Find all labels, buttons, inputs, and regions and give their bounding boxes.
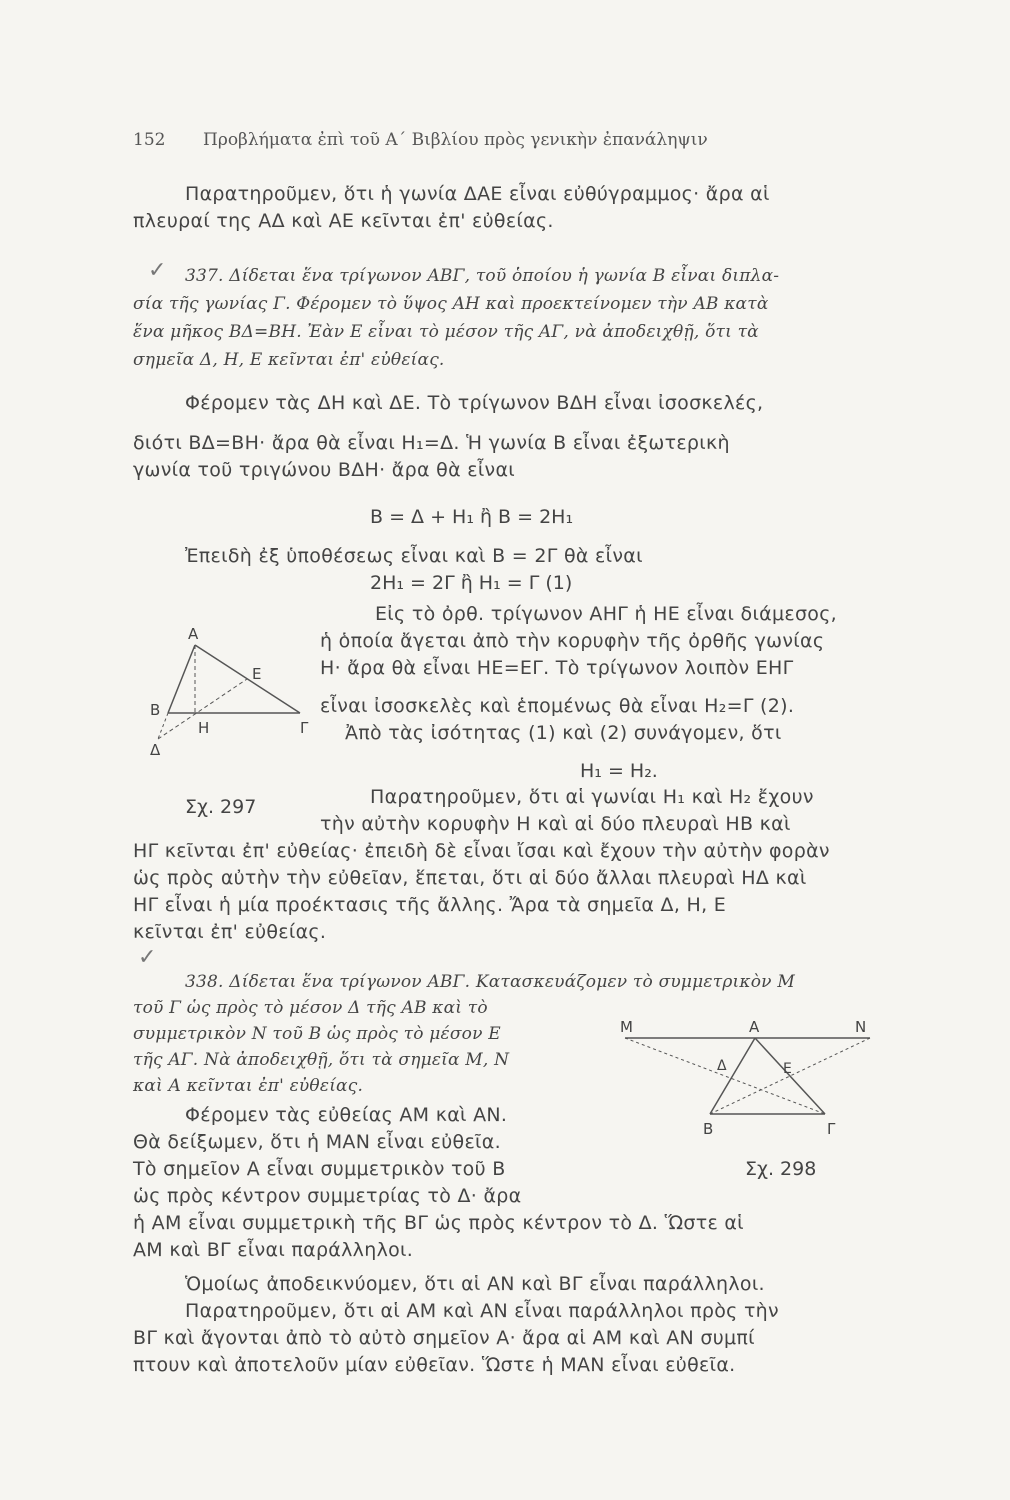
check-mark-icon: ✓: [148, 258, 167, 283]
label-G: Γ: [300, 719, 309, 737]
label-N: Ν: [855, 1018, 867, 1036]
label-D: Δ: [150, 741, 161, 759]
solution-338-line-8: Παρατηροῦμεν, ὅτι αἱ ΑΜ καὶ ΑΝ εἶναι παράλληλοι πρὸς τὴν: [185, 1300, 779, 1322]
label-H: Η: [198, 719, 210, 737]
problem-337-line-3: ἕνα μῆκος ΒΔ=ΒΗ. Ἐὰν Ε εἶναι τὸ μέσον τῆς ΑΓ, νὰ ἀποδειχθῇ, ὅτι τὰ: [133, 322, 759, 342]
side-ag: [195, 645, 300, 713]
after-eq3-line-5: ΗΓ εἶναι ἡ μία προέκτασις τῆς ἄλλης. Ἄρα τὰ σημεῖα Δ, Η, Ε: [133, 894, 727, 916]
equation-3: Η₁ = Η₂.: [580, 760, 658, 782]
side-text-line-4: εἶναι ἰσοσκελὲς καὶ ἑπομένως θὰ εἶναι Η₂=Γ (2).: [320, 695, 795, 717]
side-text-line-3: Η· ἄρα θὰ εἶναι ΗΕ=ΕΓ. Τὸ τρίγωνον λοιπὸν ΕΗΓ: [320, 657, 794, 679]
after-eq3-line-1: Παρατηροῦμεν, ὅτι αἱ γωνίαι Η₁ καὶ Η₂ ἔχουν: [370, 786, 814, 808]
solution-338-line-10: πτουν καὶ ἀποτελοῦν μίαν εὐθεῖαν. Ὥστε ἡ ΜΑΝ εἶναι εὐθεῖα.: [133, 1354, 736, 1376]
figure-298: [615, 1018, 880, 1138]
label-D: Δ: [717, 1058, 727, 1074]
solution-338-line-7: Ὁμοίως ἀποδεικνύομεν, ὅτι αἱ ΑΝ καὶ ΒΓ εἶναι παράλληλοι.: [185, 1273, 765, 1295]
check-mark-icon-2: ✓: [138, 945, 157, 970]
problem-338-line-1: 338. Δίδεται ἕνα τρίγωνον ΑΒΓ. Κατασκευάζομεν τὸ συμμετρικὸν Μ: [185, 972, 795, 992]
equation-1: Β = Δ + Η₁ ἢ Β = 2Η₁: [370, 506, 574, 528]
solution-338-line-1: Φέρομεν τὰς εὐθείας ΑΜ καὶ ΑΝ.: [185, 1104, 508, 1126]
solution-338-line-3: Τὸ σημεῖον Α εἶναι συμμετρικὸν τοῦ Β: [133, 1158, 506, 1180]
label-B: Β: [150, 701, 161, 719]
line-mg: [625, 1038, 825, 1114]
label-A: Α: [188, 625, 199, 643]
side-text-line-5: Ἀπὸ τὰς ἰσότητας (1) καὶ (2) συνάγομεν, ὅτι: [345, 722, 782, 744]
problem-337-line-2: σία τῆς γωνίας Γ. Φέρομεν τὸ ὕψος ΑΗ καὶ προεκτείνομεν τὴν ΑΒ κατὰ: [133, 294, 769, 314]
intro-line-2: πλευραί της ΑΔ καὶ ΑΕ κεῖνται ἐπ' εὐθείας.: [133, 210, 554, 232]
label-B: Β: [703, 1120, 714, 1138]
solution-337-line-3: γωνία τοῦ τριγώνου ΒΔΗ· ἄρα θὰ εἶναι: [133, 459, 516, 481]
solution-337-line-2: διότι ΒΔ=ΒΗ· ἄρα θὰ εἶναι Η₁=Δ. Ἡ γωνία Β εἶναι ἐξωτερικὴ: [133, 432, 730, 454]
solution-338-line-6: ΑΜ καὶ ΒΓ εἶναι παράλληλοι.: [133, 1239, 414, 1261]
figure-297-caption: Σχ. 297: [185, 796, 257, 818]
figure-298-caption: Σχ. 298: [745, 1158, 817, 1180]
solution-338-line-9: ΒΓ καὶ ἄγονται ἀπὸ τὸ αὐτὸ σημεῖον Α· ἄρα αἱ ΑΜ καὶ ΑΝ συμπί: [133, 1327, 755, 1349]
solution-337-hypothesis: Ἐπειδὴ ἐξ ὑποθέσεως εἶναι καὶ Β = 2Γ θὰ εἶναι: [185, 545, 643, 567]
side-text-line-2: ἡ ὁποία ἄγεται ἀπὸ τὴν κορυφὴν τῆς ὀρθῆς γωνίας: [320, 630, 825, 652]
solution-337-line-1: Φέρομεν τὰς ΔΗ καὶ ΔΕ. Τὸ τρίγωνον ΒΔΗ εἶναι ἰσοσκελές,: [185, 392, 764, 414]
page-number: 152: [133, 130, 166, 150]
after-eq3-line-2: τὴν αὐτὴν κορυφὴν Η καὶ αἱ δύο πλευραὶ ΗΒ καὶ: [320, 813, 791, 835]
problem-338-line-2: τοῦ Γ ὡς πρὸς τὸ μέσον Δ τῆς ΑΒ καὶ τὸ: [133, 998, 488, 1018]
solution-338-line-2: Θὰ δείξωμεν, ὅτι ἡ ΜΑΝ εἶναι εὐθεῖα.: [133, 1131, 501, 1153]
figure-297: [140, 615, 320, 765]
running-title: Προβλήματα ἐπὶ τοῦ Α΄ Βιβλίου πρὸς γενικὴν ἐπανάληψιν: [203, 130, 708, 150]
problem-337-line-4: σημεῖα Δ, Η, Ε κεῖνται ἐπ' εὐθείας.: [133, 350, 445, 370]
label-M: Μ: [620, 1018, 633, 1036]
solution-338-line-5: ἡ ΑΜ εἶναι συμμετρικὴ τῆς ΒΓ ὡς πρὸς κέντρον τὸ Δ. Ὥστε αἱ: [133, 1212, 744, 1234]
side-ab: [710, 1038, 755, 1114]
problem-338-line-3: συμμετρικὸν Ν τοῦ Β ὡς πρὸς τὸ μέσον Ε: [133, 1024, 501, 1044]
intro-line-1: Παρατηροῦμεν, ὅτι ἡ γωνία ΔΑΕ εἶναι εὐθύγραμμος· ἄρα αἱ: [185, 183, 770, 205]
label-G: Γ: [827, 1120, 836, 1138]
label-A: Α: [749, 1018, 760, 1036]
problem-337-line-1: 337. Δίδεται ἕνα τρίγωνον ΑΒΓ, τοῦ ὁποίου ἡ γωνία Β εἶναι διπλα-: [185, 266, 780, 286]
equation-2: 2Η₁ = 2Γ ἢ Η₁ = Γ (1): [370, 572, 573, 594]
after-eq3-line-3: ΗΓ κεῖνται ἐπ' εὐθείας· ἐπειδὴ δὲ εἶναι ἴσαι καὶ ἔχουν τὴν αὐτὴν φορὰν: [133, 840, 830, 862]
after-eq3-line-6: κεῖνται ἐπ' εὐθείας.: [133, 921, 327, 943]
side-ab: [168, 645, 195, 713]
problem-338-line-5: καὶ Α κεῖνται ἐπ' εὐθείας.: [133, 1076, 364, 1096]
solution-338-line-4: ὡς πρὸς κέντρον συμμετρίας τὸ Δ· ἄρα: [133, 1185, 522, 1207]
label-E: Ε: [252, 665, 262, 683]
after-eq3-line-4: ὡς πρὸς αὐτὴν τὴν εὐθεῖαν, ἕπεται, ὅτι αἱ δύο ἄλλαι πλευραὶ ΗΔ καὶ: [133, 867, 807, 889]
side-text-line-1: Εἰς τὸ ὀρθ. τρίγωνον ΑΗΓ ἡ ΗΕ εἶναι διάμεσος,: [375, 603, 838, 625]
label-E: Ε: [783, 1061, 792, 1077]
problem-338-line-4: τῆς ΑΓ. Νὰ ἀποδειχθῇ, ὅτι τὰ σημεῖα Μ, Ν: [133, 1050, 510, 1070]
